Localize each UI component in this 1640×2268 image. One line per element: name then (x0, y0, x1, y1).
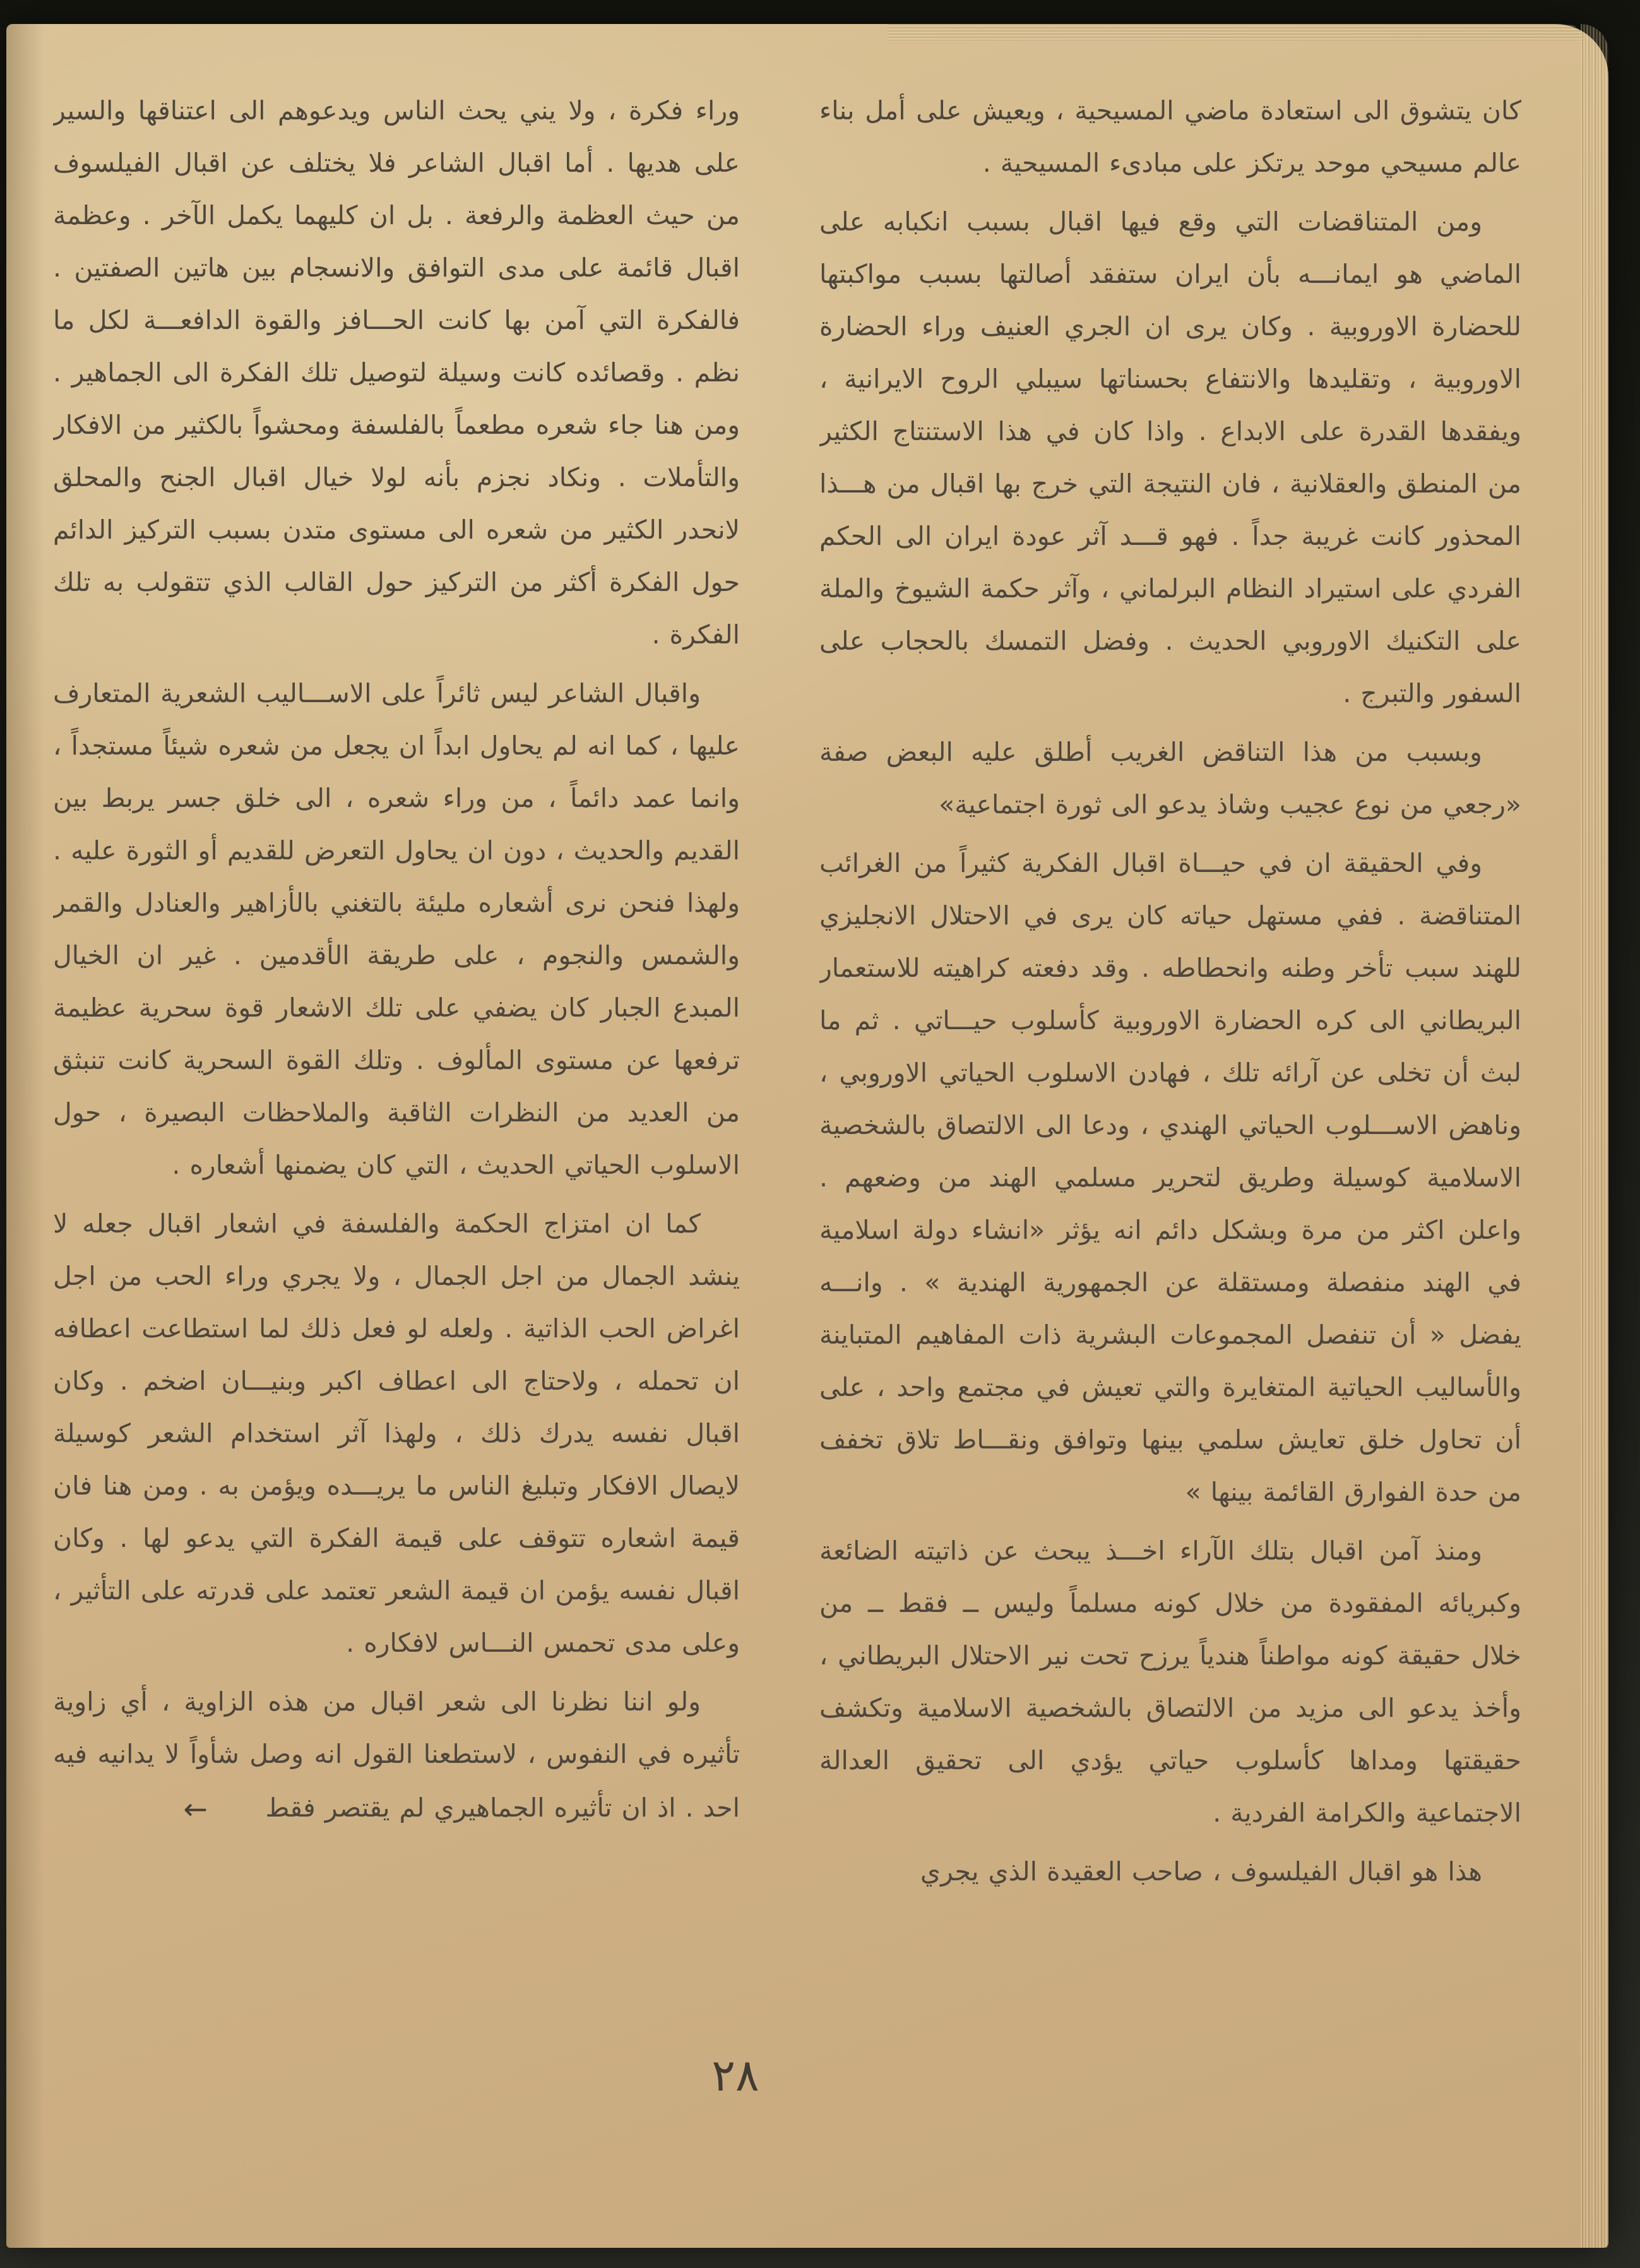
page-edge-stack-top (888, 24, 1583, 40)
page-number: ٢٨ (711, 2050, 759, 2101)
page-edge-stack-right (1581, 24, 1608, 2248)
text-column-left (53, 85, 740, 2067)
book-page (6, 24, 1608, 2248)
paragraph: ومنذ آمن اقبال بتلك الآراء اخـــذ يبحث عن ذاتيته الضائعة وكبريائه المفقودة من خلال كونه مسلماً وليس ــ فقط ــ من خلال حقيقة كونه مواطناً هندياً يرزح تحت نير الاحتلال البريطاني ، وأخذ يدعو الى مزيد من الالتصاق بالشخصية الاسلامية وتكشف حقيقتها ومداها كأسلوب حياتي يؤدي الى تحقيق العدالة الاجتماعية والكرامة الفردية . (819, 1536, 1521, 1828)
paragraph: وفي الحقيقة ان في حيـــاة اقبال الفكرية كثيراً من الغرائب المتناقضة . ففي مستهل حياته كان يرى في الاحتلال الانجليزي للهند سبب تأخر وطنه وانحطاطه . وقد دفعته كراهيته للاستعمار البريطاني الى كره الحضارة الاوروبية كأسلوب حيـــاتي . ثم ما لبث أن تخلى عن آرائه تلك ، فهادن الاسلوب الحياتي الاوروبي ، وناهض الاســـلوب الحياتي الهندي ، ودعا الى الالتصاق بالشخصية الاسلامية كوسيلة وطريق لتحرير مسلمي الهند من وضعهم . واعلن اكثر من مرة وبشكل دائم انه يؤثر «انشاء دولة اسلامية في الهند منفصلة ومستقلة عن الجمهورية الهندية » . وانـــه يفضل « أن تنفصل المجموعات البشرية ذات المفاهيم المتباينة والأساليب الحياتية المتغايرة والتي تعيش في مجتمع واحد ، على أن تحاول خلق تعايش سلمي بينها وتوافق ونقـــاط تلاق تخفف من حدة الفوارق القائمة بينها » (819, 848, 1521, 1507)
paragraph (53, 1676, 740, 1834)
paragraph: واقبال الشاعر ليس ثائراً على الاســـاليب الشعرية المتعارف عليها ، كما انه لم يحاول ابداً ان يجعل من شعره شيئاً مستجداً ، وانما عمد دائماً ، من وراء شعره ، الى خلق جسر يربط بين القديم والحديث ، دون ان يحاول التعرض للقديم أو الثورة عليه . ولهذا فنحن نرى أشعاره مليئة بالتغني بالأزاهير والعنادل والقمر والشمس والنجوم ، على طريقة الأقدمين . غير ان الخيال المبدع الجبار كان يضفي على تلك الاشعار قوة سحرية عظيمة ترفعها عن مستوى المألوف . وتلك القوة السحرية كانت تنبثق من العديد من النظرات الثاقبة والملاحظات البصيرة ، حول الاسلوب الحياتي الحديث ، التي كان يضمنها أشعاره . (53, 678, 740, 1180)
paragraph-text: ولو اننا نظرنا الى شعر اقبال من هذه الزاوية ، أي زاوية تأثيره في النفوس ، لاستطعنا القول انه وصل شأواً لا يدانيه فيه احد . اذ ان تأثيره الجماهيري لم يقتصر فقط (53, 1686, 740, 1823)
continuation-arrow-icon: ← (183, 1792, 208, 1826)
paragraph: وبسبب من هذا التناقض الغريب أطلق عليه البعض صفة «رجعي من نوع عجيب وشاذ يدعو الى ثورة اجتماعية» (819, 737, 1521, 820)
paragraph: هذا هو اقبال الفيلسوف ، صاحب العقيدة الذي يجري (920, 1856, 1482, 1887)
paragraph: ومن المتناقضات التي وقع فيها اقبال بسبب انكبابه على الماضي هو ايمانـــه بأن ايران ستفقد أصالتها بسبب مواكبتها للحضارة الاوروبية . وكان يرى ان الجري العنيف وراء الحضارة الاوروبية ، وتقليدها والانتفاع بحسناتها سيبلي الروح الايرانية ، ويفقدها القدرة على الابداع . واذا كان في هذا الاستنتاج الكثير من المنطق والعقلانية ، فان النتيجة التي خرج بها اقبال من هـــذا المحذور كانت غريبة جداً . فهو قـــد آثر عودة ايران الى الحكم الفردي على استيراد النظام البرلماني ، وآثر حكمة الشيوخ والملة على التكنيك الاوروبي الحديث . وفضل التمسك بالحجاب على السفور والتبرج . (819, 206, 1521, 708)
paragraph: كما ان امتزاج الحكمة والفلسفة في اشعار اقبال جعله لا ينشد الجمال من اجل الجمال ، ولا يجري وراء الحب من اجل اغراض الحب الذاتية . ولعله لو فعل ذلك لما استطاعت اعطافه ان تحمله ، ولاحتاج الى اعطاف اكبر وبنيـــان اضخم . وكان اقبال نفسه يدرك ذلك ، ولهذا آثر استخدام الشعر كوسيلة لايصال الافكار وتبليغ الناس ما يريـــده ويؤمن به . ومن هنا فان قيمة اشعاره تتوقف على قيمة الفكرة التي يدعو لها . وكان اقبال نفسه يؤمن ان قيمة الشعر تعتمد على قدرته على التأثير ، وعلى مدى تحمس النـــاس لافكاره . (53, 1209, 740, 1658)
page-gutter-shading (6, 24, 44, 2248)
paragraph: كان يتشوق الى استعادة ماضي المسيحية ، ويعيش على أمل بناء عالم مسيحي موحد يرتكز على مبادىء المسيحية . (819, 95, 1521, 178)
text-column-right (819, 85, 1521, 2067)
paragraph: وراء فكرة ، ولا يني يحث الناس ويدعوهم الى اعتناقها والسير على هديها . أما اقبال الشاعر فلا يختلف عن اقبال الفيلسوف من حيث العظمة والرفعة . بل ان كليهما يكمل الآخر . وعظمة اقبال قائمة على مدى التوافق والانسجام بين هاتين الصفتين . فالفكرة التي آمن بها كانت الحـــافز والقوة الدافعـــة لكل ما نظم . وقصائده كانت وسيلة لتوصيل تلك الفكرة الى الجماهير . ومن هنا جاء شعره مطعماً بالفلسفة ومحشواً بالكثير من الافكار والتأملات . ونكاد نجزم بأنه لولا خيال اقبال الجنح والمحلق لانحدر الكثير من شعره الى مستوى متدن بسبب التركيز الدائم حول الفكرة أكثر من التركيز حول القالب الذي تتقولب به تلك الفكرة . (53, 95, 740, 650)
